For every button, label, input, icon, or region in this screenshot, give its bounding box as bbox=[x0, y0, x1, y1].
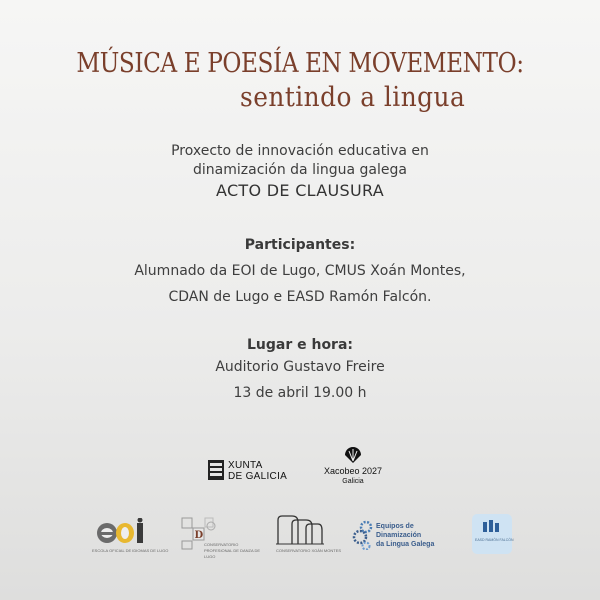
eoi-logo bbox=[92, 518, 169, 554]
cmus-caption: CONSERVATORIO XOÁN MONTES bbox=[276, 548, 342, 553]
project-line-2: dinamización da lingua galega bbox=[193, 162, 407, 178]
xacobeo-line-1: Xacobeo 2027 bbox=[323, 466, 383, 476]
easd-mark-icon bbox=[482, 520, 502, 532]
equipos-line-3: da Lingua Galega bbox=[376, 541, 435, 548]
xunta-logo bbox=[208, 460, 298, 482]
venue-details bbox=[0, 354, 600, 406]
gears-icon bbox=[352, 520, 374, 550]
xunta-line-1: XUNTA bbox=[228, 460, 263, 471]
cdan-caption: CONSERVATORIO PROFESIONAL DE DANZA DE LUGO bbox=[204, 542, 261, 559]
cmus-logo bbox=[272, 514, 342, 554]
event-type: ACTO DE CLAUSURA bbox=[216, 181, 384, 200]
equipos-line-1: Equipos de bbox=[376, 523, 414, 530]
xacobeo-shell-icon bbox=[344, 446, 362, 464]
eoi-caption: ESCOLA OFICIAL DE IDIOMAS DE LUGO bbox=[92, 548, 169, 553]
venue-heading: Lugar e hora: bbox=[246, 337, 354, 353]
xacobeo-line-2: Galicia bbox=[342, 478, 364, 485]
event-title: MÚSICA E POESÍA EN MOVEMENTO: bbox=[76, 48, 524, 79]
cdan-logo bbox=[178, 512, 261, 564]
project-description bbox=[0, 142, 600, 180]
event-tagline: sentindo a lingua bbox=[240, 82, 466, 113]
easd-caption: EASD RAMÓN FALCÓN bbox=[475, 538, 514, 542]
eoi-mark-icon bbox=[95, 518, 151, 546]
equipos-logo bbox=[352, 518, 444, 552]
venue-place: Auditorio Gustavo Freire bbox=[215, 359, 385, 375]
participants-list bbox=[0, 258, 600, 310]
participants-line-2: CDAN de Lugo e EASD Ramón Falcón. bbox=[168, 289, 432, 305]
project-line-1: Proxecto de innovación educativa en bbox=[171, 143, 429, 159]
equipos-line-2: Dinamización bbox=[376, 532, 422, 539]
xacobeo-logo bbox=[318, 446, 388, 490]
participants-line-1: Alumnado da EOI de Lugo, CMUS Xoán Montes, bbox=[134, 263, 466, 279]
svg-text:D: D bbox=[194, 530, 204, 541]
venue-datetime: 13 de abril 19.00 h bbox=[233, 385, 367, 401]
participants-heading: Participantes: bbox=[244, 237, 356, 253]
xunta-line-2: DE GALICIA bbox=[228, 471, 288, 482]
xunta-emblem-icon bbox=[208, 460, 224, 480]
easd-logo bbox=[472, 514, 512, 554]
cmus-mark-icon bbox=[274, 514, 326, 546]
